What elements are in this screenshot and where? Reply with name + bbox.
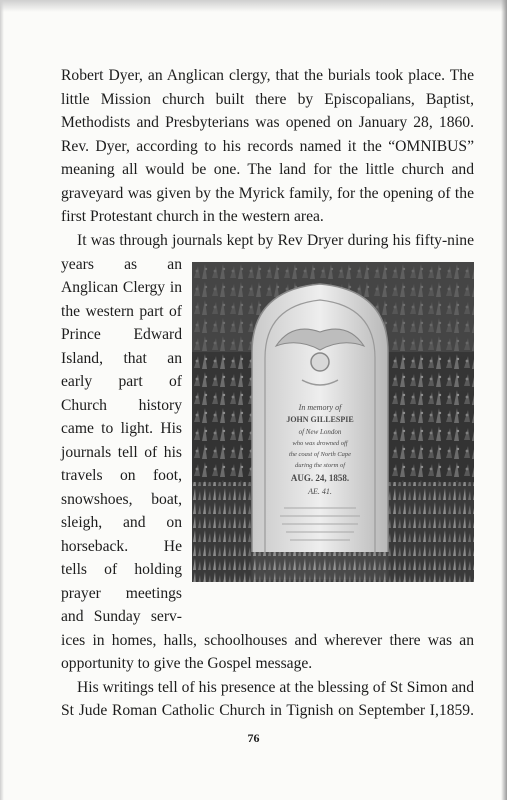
wrap-line: Anglican Clergy in: [61, 279, 182, 296]
scan-edge-left: [0, 0, 4, 800]
scan-edge-right: [501, 0, 507, 800]
scan-edge-top: [0, 0, 507, 12]
inscription-line: AUG. 24, 1858.: [290, 473, 350, 483]
inscription-line: of New London: [298, 428, 342, 436]
wrap-line: horseback. He: [61, 538, 182, 555]
wrap-line: tells of holding: [61, 561, 182, 578]
wrap-line: the western part of: [61, 303, 182, 320]
wrap-line: years as an: [61, 256, 182, 273]
inscription-line: In memory of: [298, 403, 342, 412]
wrap-line: snowshoes, boat,: [61, 491, 182, 508]
body-line: Methodists and Presbyterians was opened on January 28, 1860.: [61, 114, 474, 131]
wrap-line: and Sunday serv-: [61, 608, 182, 625]
body-line: graveyard was given by the Myrick family, for the opening of the: [61, 185, 474, 202]
inscription-line: who was drowned off: [292, 440, 348, 447]
headstone-photo: [192, 262, 474, 582]
wrap-line: prayer meetings: [61, 585, 182, 602]
inscription-line: during the storm of: [294, 462, 346, 469]
wrap-line: Island, that an: [61, 350, 182, 367]
page-number: 76: [247, 731, 260, 745]
wrap-line: sleigh, and on: [61, 514, 182, 531]
paragraph-first-line: His writings tell of his presence at the blessing of St Simon and: [77, 679, 474, 696]
wrap-line: travels on foot,: [61, 467, 182, 484]
body-line: little Mission church built there by Episcopalians, Baptist,: [61, 91, 474, 108]
inscription-line: the coast of North Cape: [288, 451, 352, 458]
paragraph-first-line: It was through journals kept by Rev Dryer during his fifty-nine: [77, 232, 474, 249]
body-line: ices in homes, halls, schoolhouses and wherever there was an: [61, 632, 474, 649]
wrap-line: early part of: [61, 373, 182, 390]
inscription-line: AE. 41.: [308, 487, 332, 496]
wrap-line: Prince Edward: [61, 326, 182, 343]
body-line: opportunity to give the Gospel message.: [61, 655, 313, 672]
wrap-line: Church history: [61, 397, 182, 414]
inscription-line: JOHN GILLESPIE: [286, 415, 354, 424]
body-line: Rev. Dyer, according to his records named it the “OMNIBUS”: [61, 138, 474, 155]
body-line: Robert Dyer, an Anglican clergy, that the burials took place. The: [61, 67, 474, 84]
wrap-line: journals tell of his: [61, 444, 182, 461]
wrap-line: came to light. His: [61, 420, 182, 437]
body-line: first Protestant church in the western area.: [61, 208, 324, 225]
body-line: meaning all would be one. The land for the little church and: [61, 161, 474, 178]
body-line: St Jude Roman Catholic Church in Tignish on September I,1859.: [61, 702, 474, 719]
